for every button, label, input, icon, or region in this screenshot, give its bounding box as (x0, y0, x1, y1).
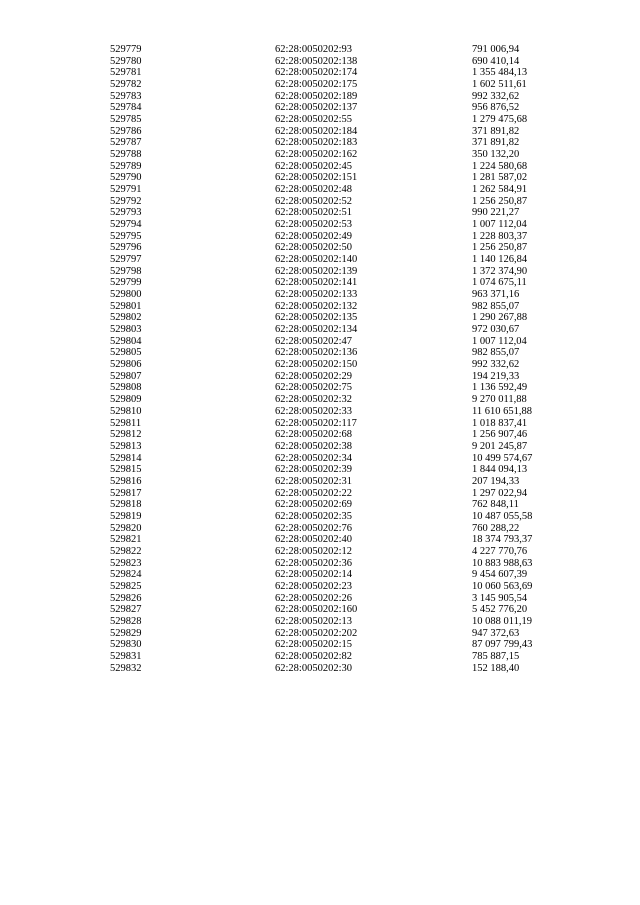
cadastral-number: 62:28:0050202:51 (275, 207, 353, 219)
cadastral-value: 10 088 011,19 (472, 615, 532, 627)
row-number: 529786 (110, 125, 142, 137)
cadastral-number: 62:28:0050202:69 (275, 499, 353, 511)
cadastral-number: 62:28:0050202:29 (275, 370, 353, 382)
table-row (110, 312, 582, 324)
row-number: 529795 (110, 230, 142, 242)
row-number: 529789 (110, 160, 142, 172)
table-row (110, 102, 582, 114)
cadastral-value: 992 332,62 (472, 90, 520, 102)
cadastral-value: 1 224 580,68 (472, 160, 528, 172)
row-number: 529811 (110, 417, 142, 429)
row-number: 529806 (110, 359, 142, 371)
row-number: 529820 (110, 522, 142, 534)
table-row (110, 231, 582, 243)
table-row (110, 628, 582, 640)
cadastral-value: 1 074 675,11 (472, 277, 527, 289)
table-row (110, 56, 582, 68)
table-row (110, 371, 582, 383)
cadastral-value: 1 281 587,02 (472, 172, 528, 184)
cadastral-value: 371 891,82 (472, 125, 520, 137)
table-row (110, 172, 582, 184)
table-row (110, 663, 582, 675)
table-row (110, 476, 582, 488)
cadastral-number: 62:28:0050202:135 (275, 312, 358, 324)
row-number: 529793 (110, 207, 142, 219)
cadastral-number: 62:28:0050202:137 (275, 102, 358, 114)
cadastral-number: 62:28:0050202:55 (275, 114, 353, 126)
cadastral-number: 62:28:0050202:139 (275, 265, 358, 277)
row-number: 529780 (110, 55, 142, 67)
table-row (110, 161, 582, 173)
table-row (110, 406, 582, 418)
cadastral-number: 62:28:0050202:189 (275, 90, 358, 102)
table-row (110, 651, 582, 663)
cadastral-value: 11 610 651,88 (472, 405, 532, 417)
row-number: 529814 (110, 452, 142, 464)
cadastral-value-table (110, 44, 582, 674)
cadastral-value: 1 018 837,41 (472, 417, 528, 429)
cadastral-number: 62:28:0050202:39 (275, 464, 353, 476)
cadastral-value: 5 452 776,20 (472, 604, 528, 616)
cadastral-value: 1 007 112,04 (472, 219, 527, 231)
cadastral-value: 4 227 770,76 (472, 545, 528, 557)
cadastral-value: 785 887,15 (472, 650, 520, 662)
row-number: 529784 (110, 102, 142, 114)
cadastral-value: 9 270 011,88 (472, 394, 527, 406)
table-row (110, 184, 582, 196)
row-number: 529812 (110, 429, 142, 441)
cadastral-number: 62:28:0050202:34 (275, 452, 353, 464)
cadastral-number: 62:28:0050202:49 (275, 230, 353, 242)
cadastral-number: 62:28:0050202:160 (275, 604, 358, 616)
cadastral-number: 62:28:0050202:30 (275, 662, 353, 674)
cadastral-number: 62:28:0050202:184 (275, 125, 358, 137)
cadastral-value: 9 454 607,39 (472, 569, 528, 581)
row-number: 529779 (110, 44, 142, 55)
row-number: 529832 (110, 662, 142, 674)
cadastral-value: 371 891,82 (472, 137, 520, 149)
table-row (110, 569, 582, 581)
row-number: 529788 (110, 149, 142, 161)
table-row (110, 523, 582, 535)
table-row (110, 196, 582, 208)
row-number: 529800 (110, 289, 142, 301)
row-number: 529830 (110, 639, 142, 651)
cadastral-number: 62:28:0050202:33 (275, 405, 353, 417)
row-number: 529824 (110, 569, 142, 581)
cadastral-value: 690 410,14 (472, 55, 520, 67)
table-row (110, 453, 582, 465)
row-number: 529827 (110, 604, 142, 616)
table-row (110, 359, 582, 371)
cadastral-value: 1 290 267,88 (472, 312, 528, 324)
cadastral-number: 62:28:0050202:175 (275, 79, 358, 91)
table-row (110, 616, 582, 628)
cadastral-value: 10 060 563,69 (472, 580, 533, 592)
cadastral-number: 62:28:0050202:117 (275, 417, 357, 429)
cadastral-value: 1 140 126,84 (472, 254, 528, 266)
cadastral-value: 350 132,20 (472, 149, 520, 161)
cadastral-number: 62:28:0050202:22 (275, 487, 353, 499)
row-number: 529831 (110, 650, 142, 662)
row-number: 529801 (110, 300, 142, 312)
cadastral-value: 1 297 022,94 (472, 487, 528, 499)
cadastral-value: 972 030,67 (472, 324, 520, 336)
row-number: 529805 (110, 347, 142, 359)
row-number: 529798 (110, 265, 142, 277)
cadastral-number: 62:28:0050202:134 (275, 324, 358, 336)
cadastral-value: 152 188,40 (472, 662, 520, 674)
cadastral-number: 62:28:0050202:48 (275, 184, 353, 196)
cadastral-value: 207 194,33 (472, 475, 520, 487)
table-row (110, 639, 582, 651)
table-row (110, 336, 582, 348)
cadastral-value: 762 848,11 (472, 499, 519, 511)
row-number: 529792 (110, 195, 142, 207)
cadastral-number: 62:28:0050202:38 (275, 440, 353, 452)
cadastral-value: 18 374 793,37 (472, 534, 533, 546)
cadastral-value: 1 355 484,13 (472, 67, 528, 79)
row-number: 529791 (110, 184, 142, 196)
row-number: 529797 (110, 254, 142, 266)
table-row (110, 126, 582, 138)
cadastral-number: 62:28:0050202:23 (275, 580, 353, 592)
row-number: 529826 (110, 592, 142, 604)
table-row (110, 277, 582, 289)
row-number: 529816 (110, 475, 142, 487)
cadastral-number: 62:28:0050202:136 (275, 347, 358, 359)
row-number: 529804 (110, 335, 142, 347)
cadastral-number: 62:28:0050202:32 (275, 394, 353, 406)
cadastral-number: 62:28:0050202:140 (275, 254, 358, 266)
table-row (110, 581, 582, 593)
cadastral-value: 194 219,33 (472, 370, 520, 382)
table-row (110, 604, 582, 616)
table-row (110, 394, 582, 406)
row-number: 529787 (110, 137, 142, 149)
row-number: 529815 (110, 464, 142, 476)
row-number: 529819 (110, 510, 142, 522)
row-number: 529825 (110, 580, 142, 592)
cadastral-value: 10 499 574,67 (472, 452, 533, 464)
cadastral-value: 10 487 055,58 (472, 510, 533, 522)
cadastral-value: 1 844 094,13 (472, 464, 528, 476)
cadastral-value: 1 136 592,49 (472, 382, 528, 394)
cadastral-number: 62:28:0050202:138 (275, 55, 358, 67)
cadastral-number: 62:28:0050202:150 (275, 359, 358, 371)
table-row (110, 266, 582, 278)
table-row (110, 137, 582, 149)
cadastral-number: 62:28:0050202:45 (275, 160, 353, 172)
row-number: 529794 (110, 219, 142, 231)
table-row (110, 418, 582, 430)
row-number: 529803 (110, 324, 142, 336)
row-number: 529809 (110, 394, 142, 406)
cadastral-number: 62:28:0050202:174 (275, 67, 358, 79)
cadastral-number: 62:28:0050202:15 (275, 639, 353, 651)
row-number: 529818 (110, 499, 142, 511)
table-row (110, 254, 582, 266)
row-number: 529822 (110, 545, 142, 557)
row-number: 529813 (110, 440, 142, 452)
cadastral-number: 62:28:0050202:132 (275, 300, 358, 312)
cadastral-number: 62:28:0050202:183 (275, 137, 358, 149)
cadastral-number: 62:28:0050202:93 (275, 44, 353, 55)
cadastral-number: 62:28:0050202:31 (275, 475, 353, 487)
cadastral-number: 62:28:0050202:35 (275, 510, 353, 522)
cadastral-number: 62:28:0050202:53 (275, 219, 353, 231)
cadastral-number: 62:28:0050202:40 (275, 534, 353, 546)
cadastral-number: 62:28:0050202:68 (275, 429, 353, 441)
cadastral-number: 62:28:0050202:75 (275, 382, 353, 394)
table-row (110, 301, 582, 313)
cadastral-value: 791 006,94 (472, 44, 520, 55)
table-row (110, 441, 582, 453)
cadastral-value: 963 371,16 (472, 289, 520, 301)
cadastral-value: 1 007 112,04 (472, 335, 527, 347)
row-number: 529799 (110, 277, 142, 289)
cadastral-number: 62:28:0050202:202 (275, 627, 358, 639)
cadastral-value: 1 256 250,87 (472, 242, 528, 254)
row-number: 529785 (110, 114, 142, 126)
table-row (110, 593, 582, 605)
table-row (110, 79, 582, 91)
row-number: 529817 (110, 487, 142, 499)
table-row (110, 464, 582, 476)
table-row (110, 382, 582, 394)
row-number: 529802 (110, 312, 142, 324)
cadastral-number: 62:28:0050202:12 (275, 545, 353, 557)
table-row (110, 324, 582, 336)
cadastral-number: 62:28:0050202:133 (275, 289, 358, 301)
cadastral-number: 62:28:0050202:151 (275, 172, 358, 184)
table-row (110, 534, 582, 546)
cadastral-number: 62:28:0050202:82 (275, 650, 353, 662)
cadastral-value: 1 228 803,37 (472, 230, 528, 242)
table-row (110, 114, 582, 126)
cadastral-value: 9 201 245,87 (472, 440, 528, 452)
table-row (110, 558, 582, 570)
cadastral-value: 1 256 907,46 (472, 429, 528, 441)
table-row (110, 546, 582, 558)
table-row (110, 429, 582, 441)
row-number: 529808 (110, 382, 142, 394)
cadastral-value: 10 883 988,63 (472, 557, 533, 569)
cadastral-value: 1 372 374,90 (472, 265, 528, 277)
table-row (110, 488, 582, 500)
cadastral-value: 87 097 799,43 (472, 639, 533, 651)
cadastral-number: 62:28:0050202:13 (275, 615, 353, 627)
table-row (110, 91, 582, 103)
cadastral-value: 1 279 475,68 (472, 114, 528, 126)
cadastral-value: 982 855,07 (472, 347, 520, 359)
cadastral-value: 1 602 511,61 (472, 79, 527, 91)
cadastral-number: 62:28:0050202:47 (275, 335, 353, 347)
row-number: 529807 (110, 370, 142, 382)
cadastral-number: 62:28:0050202:26 (275, 592, 353, 604)
table-row (110, 219, 582, 231)
row-number: 529783 (110, 90, 142, 102)
row-number: 529821 (110, 534, 142, 546)
cadastral-number: 62:28:0050202:52 (275, 195, 353, 207)
table-row (110, 67, 582, 79)
row-number: 529829 (110, 627, 142, 639)
cadastral-value: 982 855,07 (472, 300, 520, 312)
row-number: 529810 (110, 405, 142, 417)
cadastral-value: 990 221,27 (472, 207, 520, 219)
cadastral-number: 62:28:0050202:141 (275, 277, 358, 289)
cadastral-value: 992 332,62 (472, 359, 520, 371)
table-row (110, 207, 582, 219)
table-row (110, 511, 582, 523)
cadastral-number: 62:28:0050202:50 (275, 242, 353, 254)
row-number: 529828 (110, 615, 142, 627)
table-row (110, 499, 582, 511)
cadastral-number: 62:28:0050202:162 (275, 149, 358, 161)
table-body (110, 44, 582, 674)
cadastral-number: 62:28:0050202:14 (275, 569, 353, 581)
cadastral-value: 1 256 250,87 (472, 195, 528, 207)
row-number: 529790 (110, 172, 142, 184)
cadastral-value: 947 372,63 (472, 627, 520, 639)
cadastral-value: 3 145 905,54 (472, 592, 528, 604)
table-row (110, 347, 582, 359)
row-number: 529796 (110, 242, 142, 254)
cadastral-value: 1 262 584,91 (472, 184, 528, 196)
row-number: 529823 (110, 557, 142, 569)
row-number: 529781 (110, 67, 142, 79)
cadastral-number: 62:28:0050202:76 (275, 522, 353, 534)
cadastral-number: 62:28:0050202:36 (275, 557, 353, 569)
row-number: 529782 (110, 79, 142, 91)
table-row (110, 44, 582, 56)
cadastral-value: 760 288,22 (472, 522, 520, 534)
table-row (110, 289, 582, 301)
cadastral-value: 956 876,52 (472, 102, 520, 114)
table-row (110, 242, 582, 254)
table-row (110, 149, 582, 161)
